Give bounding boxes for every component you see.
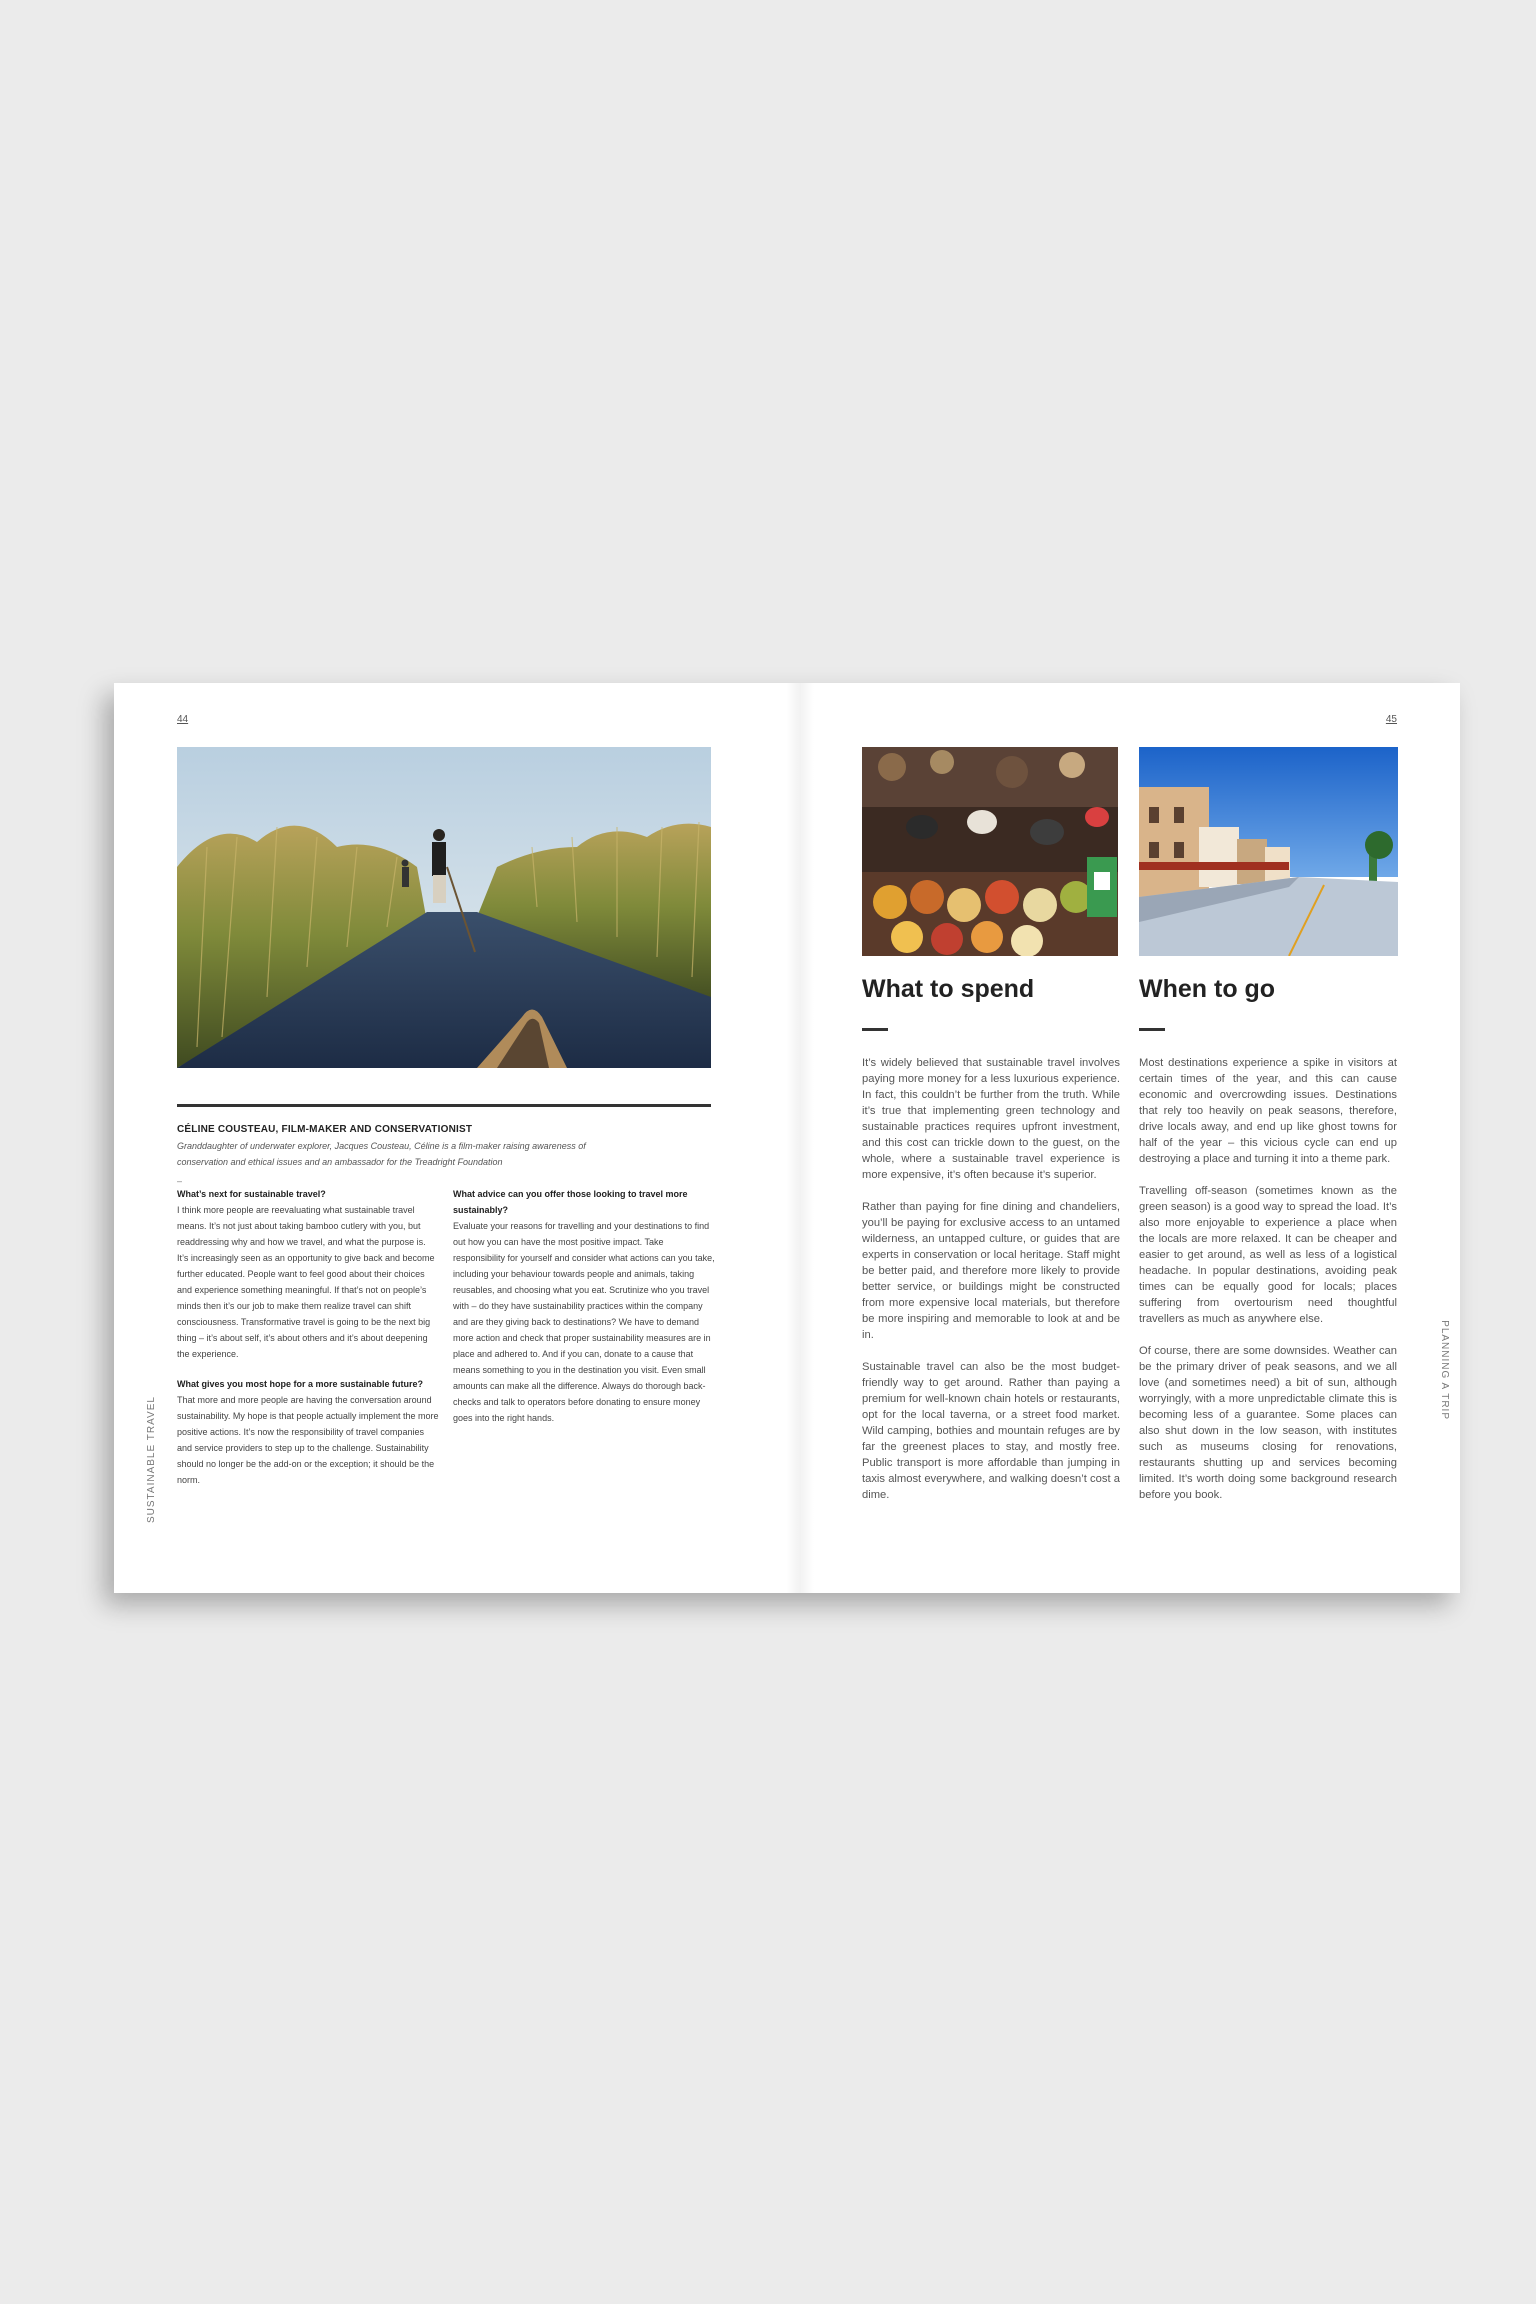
book-gutter [786, 683, 814, 1593]
interview-answer: That more and more people are having the conversation around sustainability. My hope is that people actually implement the more positive actions. It’s now the responsibility of travel companies and service providers to step up to the challenge. Sustainability should no longer be the add-on or the exception; it should be the norm. [177, 1395, 439, 1485]
body-paragraph: Travelling off-season (sometimes known as the green season) is a good way to spread the load. It’s also more enjoyable to experience a place when the locals are more relaxed. It can be cheaper and easier to get around, as well as less of a logistical headache. In popular destinations, avoiding peak times can be equally good for locals; places suffering from overtourism need thoughtful travellers as much as anywhere else. [1139, 1185, 1397, 1325]
heading-dash [1139, 1028, 1165, 1031]
body-paragraph: It’s widely believed that sustainable travel involves paying more money for a less luxurious experience. In fact, this couldn’t be further from the truth. While it’s true that implementing green technology and sustainable practices requires upfront investment, and this cost can trickle down to the guest, on the whole, where a sustainable travel experience is more expensive, it’s often because it’s superior. [862, 1057, 1120, 1181]
running-head-left: SUSTAINABLE TRAVEL [146, 1396, 157, 1523]
body-paragraph: Sustainable travel can also be the most budget-friendly way to get around. Rather than paying a premium for well-known chain hotels or restaurants, opt for the local taverna, or a street food market. Wild camping, bothies and mountain refuges are by far the greenest places to stay, and mostly free. Public transport is more affordable than jumping in taxis almost everywhere, and walking doesn’t cost a dime. [862, 1361, 1120, 1501]
interview-answer: Evaluate your reasons for travelling and your destinations to find out how you can have the most positive impact. Take responsibility for yourself and consider what actions can you take, including your behaviour towards people and animals, taking reusables, and choosing what you eat. Scrutinize who you travel with – do they have sustainability practices within the company and are they giving back to destinations? We have to demand more action and check that proper sustainability measures are in place and adhered to. And if you can, donate to a cause that means something to you in the destination you visit. Even small amounts can make all the difference. Always do thorough back-checks and talk to operators before donating to ensure money goes into the right hands. [453, 1221, 715, 1423]
interview-question: What gives you most hope for a more sustainable future? [177, 1379, 424, 1389]
section-heading-what-to-spend: What to spend [862, 975, 1035, 1003]
body-column-when-to-go [1139, 1055, 1397, 1519]
food-market-photo [862, 747, 1118, 956]
book-spread [114, 683, 1460, 1593]
body-paragraph: Most destinations experience a spike in visitors at certain times of the year, and this can cause economic and overcrowding issues. Destinations that rely too heavily on peak seasons, therefore, drive locals away, and end up like ghost towns for half of the year – this vicious cycle can end up destroying a place and turning it into a theme park. [1139, 1057, 1397, 1165]
street-photo [1139, 747, 1398, 956]
interview-column-2 [453, 1186, 715, 1440]
interview-question: What’s next for sustainable travel? [177, 1189, 326, 1199]
interview-subtitle: Granddaughter of underwater explorer, Jacques Cousteau, Céline is a film-maker raising awareness of conservation and ethical issues and an ambassador for the Treadright Foundation [177, 1141, 586, 1167]
interview-column-1 [177, 1186, 439, 1502]
body-paragraph: Rather than paying for fine dining and chandeliers, you’ll be paying for exclusive access to an untamed wilderness, an untapped culture, or guides that are experts in conservation or local heritage. Staff might be better paid, and therefore more likely to provide better service, or buildings might be constructed from more expensive local materials, but therefore be more inspiring and memorable to look at and be in. [862, 1201, 1120, 1341]
interview-answer: I think more people are reevaluating what sustainable travel means. It’s not just about taking bamboo cutlery with you, but readdressing why and how we travel, and what the purpose is. It’s increasingly seen as an opportunity to give back and become further educated. People want to feel good about their choices and experience something meaningful. If that’s not on people’s minds then it’s our job to make them realize travel can shift consciousness. Transformative travel is going to be the next big thing – it’s about self, it’s about others and it’s about deepening the experience. [177, 1205, 435, 1359]
interview-rule [177, 1104, 711, 1107]
canoe-reeds-photo [177, 747, 711, 1068]
interview-title: CÉLINE COUSTEAU, FILM-MAKER AND CONSERVATIONIST [177, 1124, 473, 1135]
page-number-right: 45 [1385, 714, 1397, 725]
body-paragraph: Of course, there are some downsides. Weather can be the primary driver of peak seasons, and we all love (and sometimes need) a bit of sun, although worryingly, with a more unpredictable climate this is becoming less of a guarantee. Some places can also shut down in the low season, with institutes such as museums closing for renovations, restaurants shutting up and services becoming limited. It’s worth doing some background research before you book. [1139, 1345, 1397, 1501]
interview-question: What advice can you offer those looking to travel more sustainably? [453, 1189, 688, 1215]
page-number-left: 44 [177, 714, 189, 725]
interview-dash: – [177, 1176, 183, 1186]
heading-dash [862, 1028, 888, 1031]
section-heading-when-to-go: When to go [1139, 975, 1276, 1003]
running-head-right: PLANNING A TRIP [1439, 1320, 1450, 1420]
body-column-what-to-spend [862, 1055, 1120, 1519]
